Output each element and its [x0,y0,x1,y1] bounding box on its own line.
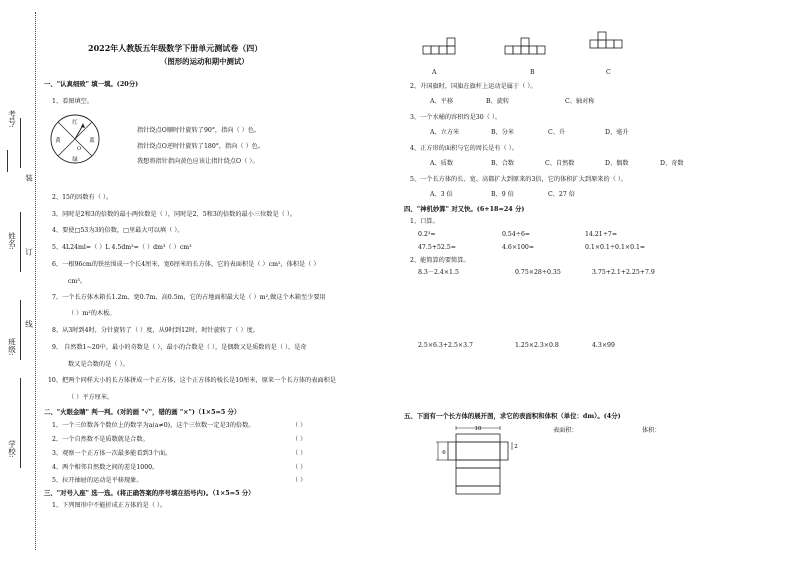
question-3: 3、同时是2和3的倍数的最小两位数是（ ），同时是2、5和3的倍数的最小三位数是（ ）。 [52,211,297,218]
cube-net-c [590,32,630,56]
judge-answer-4[interactable]: （ ） [292,464,307,471]
calc-r1-3: 14.21÷7= [585,231,618,238]
oral-calc-label: 1、口算。 [410,218,439,225]
cube-net-a [423,38,459,62]
choice-question-1: 1、下列图形中不能折成正方体的是（ ）。 [52,502,167,509]
school-writeline[interactable] [20,378,21,468]
calc-r2-2: 4.6×100= [502,244,535,251]
name-label: 姓名: [7,232,17,250]
calc-r3-3: 3.75+2.1+2.25+7.9 [592,269,655,276]
class-writeline[interactable] [20,300,21,360]
calc-r3-2: 0.75×28÷0.35 [515,269,561,276]
calc-r3-1: 8.3－2.4×1.5 [418,269,459,276]
q4-option-b[interactable]: B、合数 [491,160,515,167]
judge-item-1: 1、一个三位数各个数位上的数字为a(a≠0)，这个三位数一定是3的倍数。 [52,422,255,429]
question-9a: 9、 自然数1~20中，最小的奇数是（ ），最小的合数是（ ），是偶数又是质数的是（ ），是奇 [52,344,307,351]
calc-r2-1: 47.5+52.5= [418,244,456,251]
binding-char-ding: 订 [24,248,34,256]
section-3-heading: 三、"对号入座" 选一选。(将正确答案的序号填在括号内)。（1×5=5 分） [44,489,255,497]
q3-option-b[interactable]: B、分米 [491,129,515,136]
q3-option-a[interactable]: A、立方米 [430,129,460,136]
calc-r2-3: 0.1×0.1÷0.1×0.1= [585,244,646,251]
judge-answer-1[interactable]: （ ） [292,422,307,429]
question-6b: cm³。 [68,278,87,285]
choice-question-4: 4、正方形的面积与它的周长是有（ ）。 [410,145,518,152]
q4-option-c[interactable]: C、自然数 [545,160,575,167]
question-10a: 10、把两个同样大小的长方体拼成一个正方体，这个正方体的棱长是10厘米，原来一个长方体的表面积是 [48,377,336,384]
calc-r1-1: 0.2³= [418,231,436,238]
q4-option-e[interactable]: D、奇数 [660,160,684,167]
question-1b: 指针绕点O逆时针旋转了180°，指向（ ）色。 [137,143,265,150]
page-subtitle: （图形的运动和期中测试） [160,57,249,66]
question-6a: 6、一根96cm的铁丝围成一个长4厘米，宽6厘米的长方体，它的表面积是（ ）cm²，体积是（ ） [52,261,320,268]
choice-question-3: 3、一个水桶的容积约是30（ ）。 [410,114,502,121]
question-8: 8、从3时到4时，分针旋转了（ ）度，从9时到12时，时针旋转了（ ）度。 [52,327,259,334]
cube-net-c-label: C [606,69,611,76]
calc-r4-2: 1.25×2.3×0.8 [515,342,559,349]
question-7b: （ ）m²的木板。 [68,310,116,317]
color-dial [50,114,100,164]
exam-number-writeline[interactable] [20,118,21,168]
exam-number-label: 考号: [7,110,17,128]
question-2: 2、15的因数有（ ）。 [52,194,113,201]
dim-length-label: 10 [474,426,482,432]
judge-item-3: 3、观察一个正方体一次最多能看到3个面。 [52,450,172,457]
page-title: 2022年人教版五年级数学下册单元测试卷（四） [88,43,263,53]
cube-net-a-label: A [432,69,437,76]
binding-char-zhuang: 装 [24,174,34,182]
q2-option-c[interactable]: C、轴对称 [565,98,595,105]
dial-label-right: 蓝 [89,138,95,144]
calc-r4-1: 2.5×6.3+2.5×3.7 [418,342,473,349]
cube-net-b [505,38,549,62]
section-2-heading: 二、"火眼金睛" 判一判。(对的画 "√"，错的画 "×")（1×5=5 分） [44,408,241,416]
class-label: 班级: [7,338,17,356]
exam-number-line [7,150,8,172]
judge-answer-3[interactable]: （ ） [292,450,307,457]
q3-option-d[interactable]: D、毫升 [605,129,629,136]
calc-r4-3: 4.3×99 [592,342,615,349]
volume-label: 体积： [642,427,661,434]
calc-r1-2: 0.54÷6= [502,231,531,238]
dim-height-label: 2 [514,444,518,450]
q4-option-a[interactable]: A、质数 [430,160,454,167]
judge-item-2: 2、一个自然数不是质数就是合数。 [52,436,149,443]
q3-option-c[interactable]: C、升 [548,129,566,136]
choice-question-5: 5、一个长方体的长、宽、高都扩大到原来的3倍，它的体积扩大到原来的（ ）。 [410,176,628,183]
question-5: 5、4L24ml=（ ）L 4.5dm³=（ ）dm³（ ）cm³ [52,244,192,251]
question-1a: 指针绕点O顺时针旋转了90°，指向（ ）色。 [137,127,261,134]
surface-area-label: 表面积： [553,427,578,434]
binding-char-xian: 线 [24,320,34,328]
question-1c: 我想将指针指向黄色应该让指针绕点O（ ）。 [137,158,259,165]
dial-label-top: 红 [72,120,78,126]
judge-item-4: 4、两个相邻自然数之间的差是1000。 [52,464,159,471]
q2-option-a[interactable]: A、平移 [430,98,454,105]
section-5-heading: 五、下面有一个长方体的展开图，求它的表面积和体积（单位：dm）。(4分) [404,412,621,420]
section-1-heading: 一、"认真细致" 填一填。(20分) [44,80,139,88]
question-7a: 7、一个长方体木箱长1.2m、宽0.7m、高0.5m，它的占地面积最大是（ ）m²,做这个木箱至少要用 [52,294,326,301]
dial-label-bottom: 绿 [72,157,78,163]
judge-answer-5[interactable]: （ ） [292,477,307,484]
dial-label-left: 黄 [55,138,61,144]
cuboid-net-diagram [432,424,522,504]
binding-dotted-line [35,12,36,550]
choice-question-2: 2、升国旗时，国旗在旗杆上运动是属于（ ）。 [410,83,537,90]
q2-option-b[interactable]: B、旋转 [486,98,510,105]
question-1: 1、看图填空。 [52,98,94,105]
cube-net-b-label: B [530,69,535,76]
judge-answer-2[interactable]: （ ） [292,436,307,443]
school-label: 学校: [7,440,17,458]
q4-option-d[interactable]: D、偶数 [605,160,629,167]
dial-center-label: O [77,146,82,152]
dim-width-label: 6 [442,450,446,456]
question-9b: 数又是合数的是（ ）。 [68,361,129,368]
name-writeline[interactable] [20,212,21,272]
question-4: 4、要使□53为3的倍数，□里最大可以填（ ）。 [52,227,184,234]
question-10b: （ ）平方厘米。 [68,394,114,401]
section-4-heading: 四、"神机妙算" 对又快。(6+18=24 分) [404,205,525,213]
q5-option-c[interactable]: C、27 倍 [548,191,575,198]
judge-item-5: 5、拉开抽屉的运动是平移现象。 [52,477,143,484]
q5-option-a[interactable]: A、3 倍 [430,191,453,198]
q5-option-b[interactable]: B、9 倍 [491,191,514,198]
simplify-label: 2、能简算的要简算。 [410,257,470,264]
